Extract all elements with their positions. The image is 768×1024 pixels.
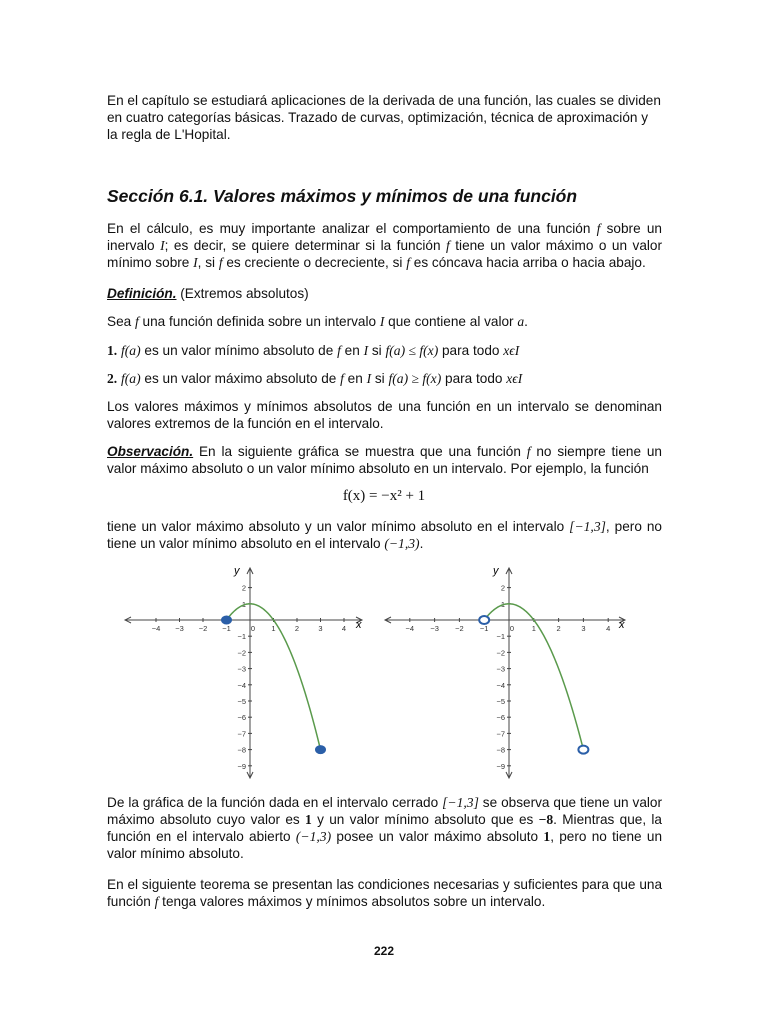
observation-paragraph: Observación. En la siguiente gráfica se muestra que una función f no siempre tiene un valor máximo absoluto o un valor mínimo absoluto en un intervalo. Por ejemplo, la función xyxy=(107,444,662,476)
paragraph-4: De la gráfica de la función dada en el intervalo cerrado [−1,3] se observa que tiene un valor máximo absoluto cuyo valor es 1 y un valor mínimo absoluto que es −8. Mientras que, la función en el intervalo abierto (−1,3) posee un valor máximo absoluto 1, pero no tiene un valor mínimo absoluto. xyxy=(107,795,663,861)
y-tick-label: −9 xyxy=(237,761,246,771)
x-tick-label: 0 xyxy=(250,624,256,633)
y-tick-label: −1 xyxy=(496,632,505,642)
x-tick-label: 3 xyxy=(318,624,323,633)
x-tick-label: 1 xyxy=(271,624,276,633)
item-2: 2. f(a) es un valor máximo absoluto de f en I si f(a) ≥ f(x) para todo xϵI xyxy=(107,371,523,386)
definition-line: Definición. (Extremos absolutos) xyxy=(107,286,309,301)
paragraph-3: tiene un valor máximo absoluto y un valor mínimo absoluto en el intervalo [−1,3], pero no tiene un valor mínimo absoluto en el intervalo (−1,3). xyxy=(107,519,662,551)
y-tick-label: −2 xyxy=(496,648,505,658)
definition-label: Definición. xyxy=(107,286,177,301)
endpoint-left xyxy=(479,616,489,624)
x-tick-label: 2 xyxy=(556,624,561,633)
formula: f(x) = −x² + 1 xyxy=(342,488,426,504)
y-tick-label: −5 xyxy=(496,697,505,706)
y-tick-label: −5 xyxy=(237,697,246,706)
x-tick-label: −1 xyxy=(479,624,489,633)
paragraph-1: En el cálculo, es muy importante analizar el comportamiento de una función f sobre un inervalo I; es decir, se quiere determinar si la función f tiene un valor máximo o un valor mínimo sobre I, si f es creciente o decreciente, si f es cóncava hacia arriba o hacia abajo. xyxy=(107,221,662,270)
y-tick-label: −4 xyxy=(496,680,505,690)
x-axis-label: x xyxy=(356,619,362,631)
y-tick-label: 1 xyxy=(241,599,246,609)
y-tick-label: 2 xyxy=(500,583,505,593)
x-tick-label: −2 xyxy=(455,624,464,633)
endpoint-right xyxy=(578,746,588,754)
y-axis-label: y xyxy=(234,565,240,577)
page-number: 222 xyxy=(373,944,395,958)
y-tick-label: −9 xyxy=(496,761,505,771)
y-tick-label: −3 xyxy=(496,664,505,674)
y-tick-label: −7 xyxy=(237,729,246,739)
y-tick-label: −8 xyxy=(237,745,246,755)
y-tick-label: −7 xyxy=(496,729,505,739)
item-1: 1. f(a) es un valor mínimo absoluto de f en I si f(a) ≤ f(x) para todo xϵI xyxy=(107,343,520,358)
y-tick-label: 1 xyxy=(500,599,505,609)
y-tick-label: −4 xyxy=(237,680,246,690)
intro-line-2: en cuatro categorías básicas. Trazado de curvas, optimización, técnica de aproximación y xyxy=(107,110,649,125)
x-tick-label: 4 xyxy=(341,624,347,633)
paragraph-2: Los valores máximos y mínimos absolutos de una función en un intervalo se denominan valores extremos de la función en el intervalo. xyxy=(107,399,662,431)
y-tick-label: −1 xyxy=(237,632,246,642)
y-axis-label: y xyxy=(493,565,499,577)
chart-open-interval xyxy=(0,560,768,790)
x-tick-label: 2 xyxy=(294,624,300,633)
x-tick-label: −3 xyxy=(175,624,184,633)
section-title: Sección 6.1. Valores máximos y mínimos de una función xyxy=(107,186,578,206)
x-tick-label: 1 xyxy=(531,624,536,633)
x-tick-label: 3 xyxy=(581,624,586,633)
x-tick-label: −4 xyxy=(405,624,415,633)
x-axis-label: x xyxy=(619,619,625,631)
sea-line: Sea f una función definida sobre un intervalo I que contiene al valor a. xyxy=(107,314,528,329)
observation-label: Observación. xyxy=(107,444,194,459)
x-tick-label: −3 xyxy=(430,624,439,633)
intro-line-1: En el capítulo se estudiará aplicaciones de la derivada de una función, las cuales se dividen xyxy=(107,93,661,108)
x-tick-label: −1 xyxy=(222,624,231,633)
y-tick-label: 2 xyxy=(241,583,246,593)
x-tick-label: 0 xyxy=(509,624,515,633)
paragraph-5: En el siguiente teorema se presentan las condiciones necesarias y suficientes para que una función f tenga valores máximos y mínimos absolutos sobre un intervalo. xyxy=(107,877,662,909)
intro-paragraph xyxy=(107,92,662,143)
y-tick-label: −2 xyxy=(237,648,246,658)
x-tick-label: 4 xyxy=(606,624,611,633)
y-tick-label: −8 xyxy=(496,745,505,755)
y-tick-label: −6 xyxy=(237,713,246,723)
intro-line-3: la regla de L'Hopital. xyxy=(107,127,231,142)
y-tick-label: −3 xyxy=(237,664,246,674)
y-tick-label: −6 xyxy=(496,713,505,723)
x-tick-label: −4 xyxy=(151,624,161,633)
x-tick-label: −2 xyxy=(198,624,208,633)
